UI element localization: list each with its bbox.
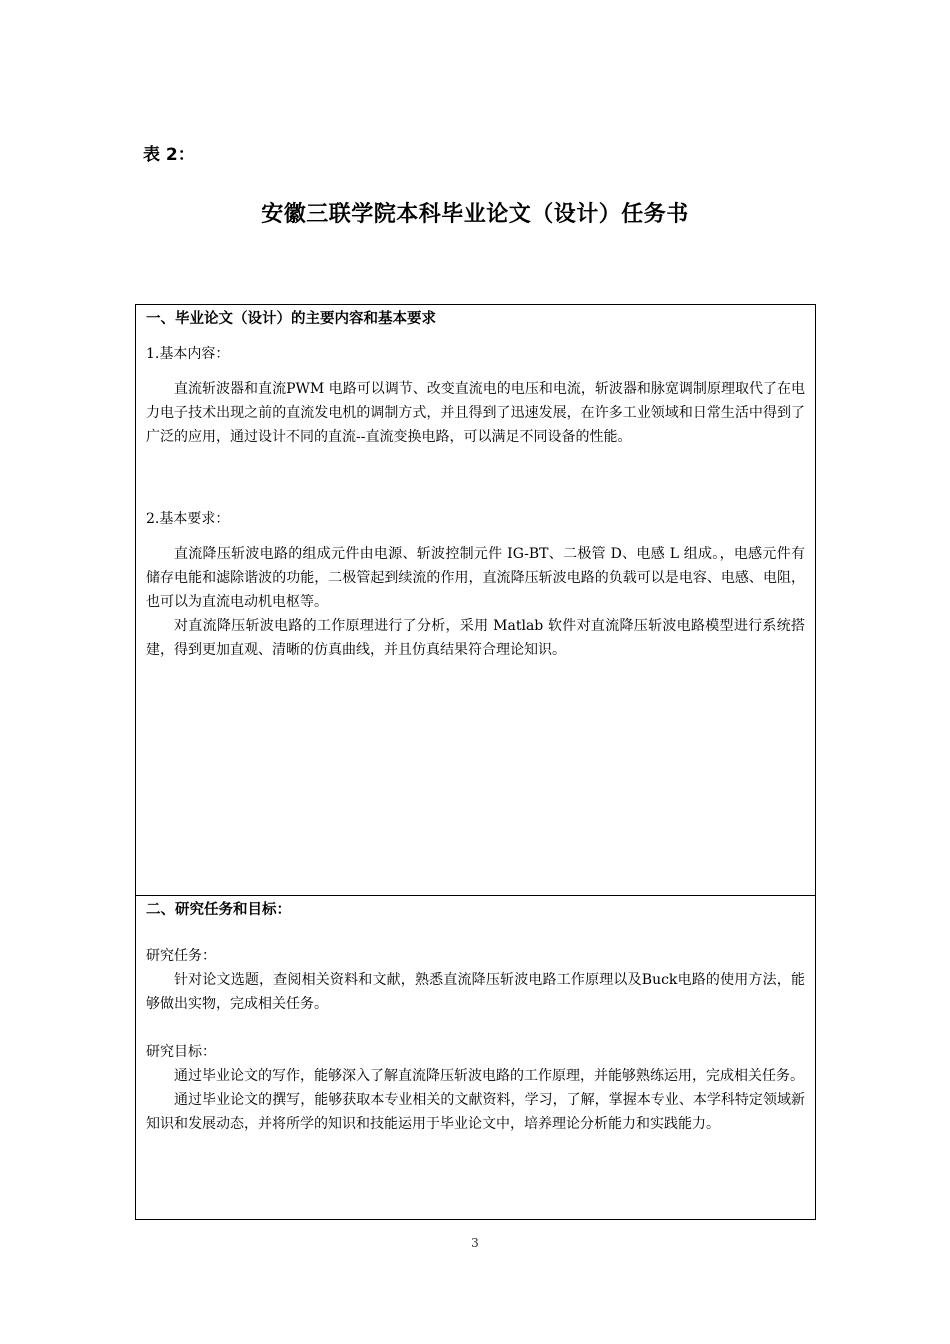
research-goal-body xyxy=(146,1064,805,1136)
basic-requirement-label: 2.基本要求： xyxy=(146,511,230,527)
section-1-heading: 一、毕业论文（设计）的主要内容和基本要求 xyxy=(146,311,436,327)
table-label: 表 2： xyxy=(143,145,195,165)
research-task-body xyxy=(146,968,805,1016)
goal-para: 通过毕业论文的撰写，能够获取本专业相关的文献资料，学习，了解，掌握本专业、本学科特定领域新知识和发展动态，并将所学的知识和技能运用于毕业论文中，培养理论分析能力和实践能力。 xyxy=(146,1092,805,1132)
page-number: 3 xyxy=(471,1236,479,1250)
requirement-para: 对直流降压斩波电路的工作原理进行了分析，采用 Matlab 软件对直流降压斩波电路模型进行系统搭建，得到更加直观、清晰的仿真曲线，并且仿真结果符合理论知识。 xyxy=(146,618,805,658)
task-table xyxy=(135,304,816,1220)
basic-content-body xyxy=(146,377,805,449)
section-2-heading: 二、研究任务和目标： xyxy=(146,902,291,918)
research-task-label: 研究任务： xyxy=(146,948,216,964)
basic-content-para: 直流斩波器和直流PWM 电路可以调节、改变直流电的电压和电流，斩波器和脉宽调制原理取代了在电力电子技术出现之前的直流发电机的调制方式，并且得到了迅速发展，在许多工业领域和日常生活中得到了广泛的应用，通过设计不同的直流--直流变换电路，可以满足不同设备的性能。 xyxy=(146,381,805,445)
task-para: 针对论文选题，查阅相关资料和文献，熟悉直流降压斩波电路工作原理以及Buck电路的使用方法，能够做出实物，完成相关任务。 xyxy=(146,972,805,1012)
requirement-para: 直流降压斩波电路的组成元件由电源、斩波控制元件 IG-BT、二极管 D、电感 L 组成。，电感元件有储存电能和滤除谐波的功能，二极管起到续流的作用，直流降压斩波电路的负载可以是电容、电感、电阻，也可以为直流电动机电枢等。 xyxy=(146,546,805,610)
document-title: 安徽三联学院本科毕业论文（设计）任务书 xyxy=(261,202,689,227)
section-main-content xyxy=(136,305,815,896)
goal-para: 通过毕业论文的写作，能够深入了解直流降压斩波电路的工作原理，并能够熟练运用，完成相关任务。 xyxy=(174,1068,804,1084)
basic-content-label: 1.基本内容： xyxy=(146,346,230,362)
basic-requirement-body xyxy=(146,542,805,662)
section-research-tasks xyxy=(136,896,815,1219)
research-goal-label: 研究目标： xyxy=(146,1044,216,1060)
